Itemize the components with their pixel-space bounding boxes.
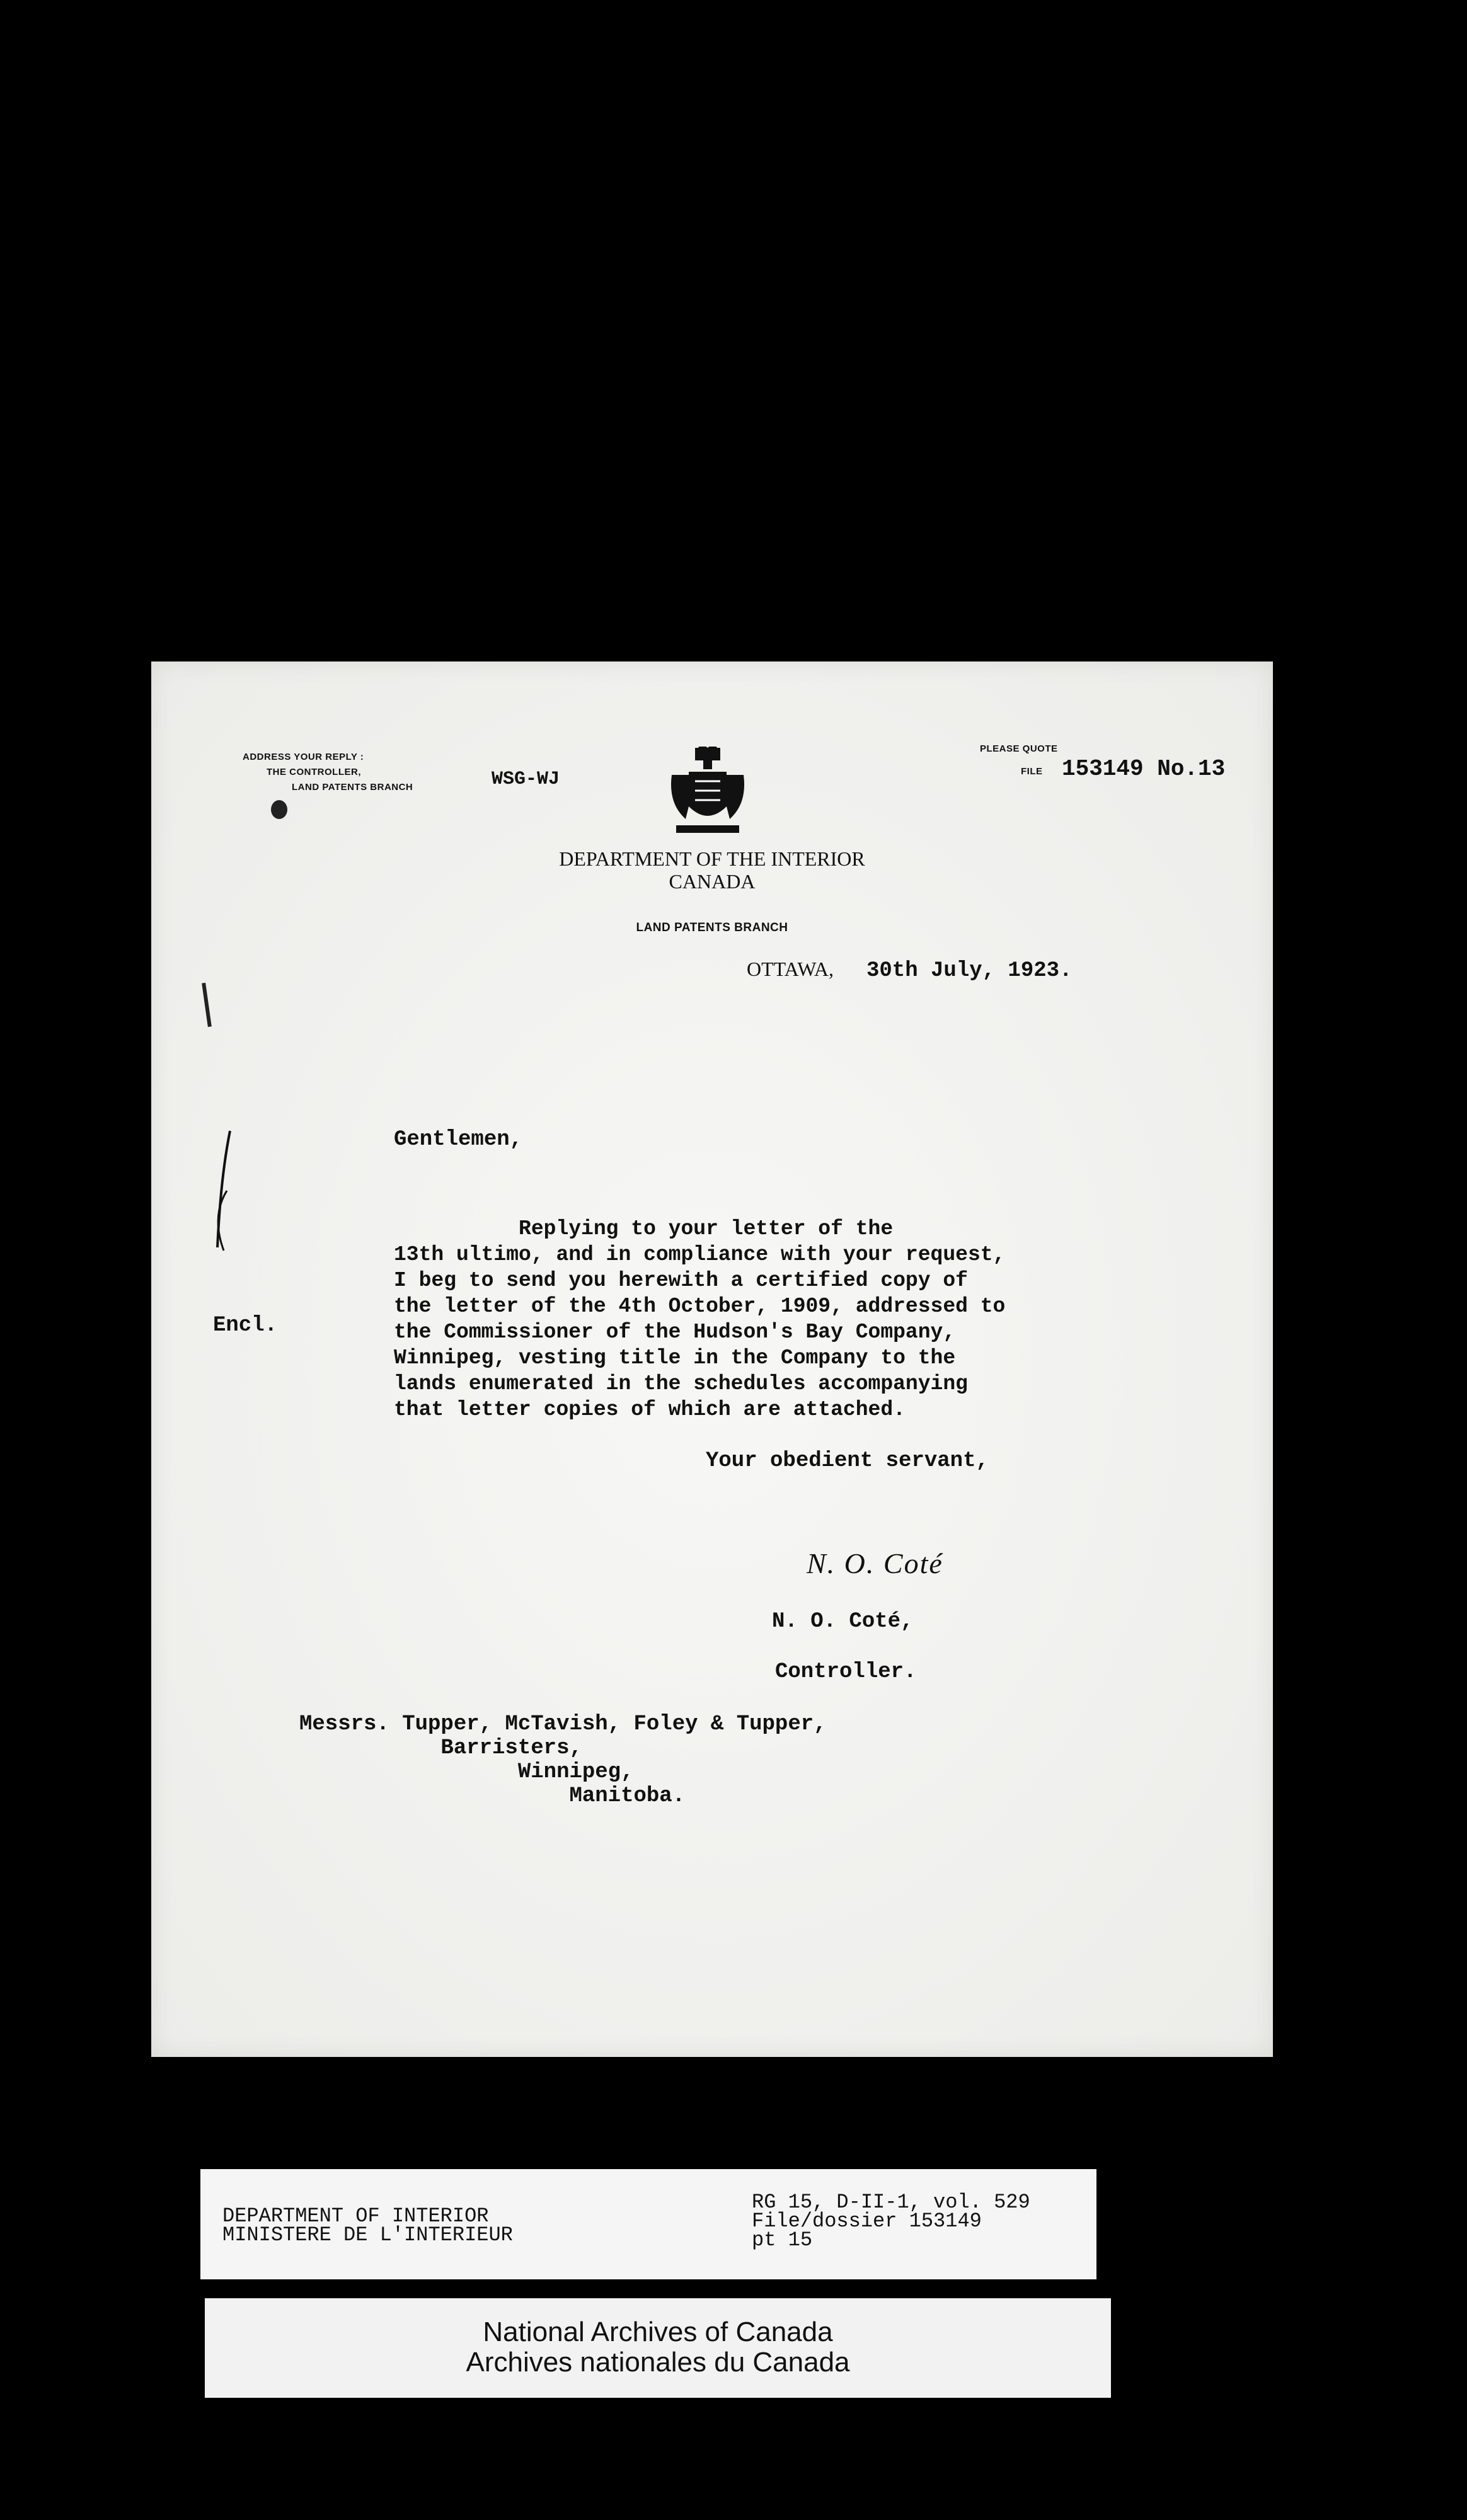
enclosure-note: Encl. <box>213 1314 278 1337</box>
archive-file-number: File/dossier 153149 <box>752 2209 982 2233</box>
ink-blot <box>271 800 287 819</box>
signer-title: Controller. <box>775 1660 917 1684</box>
signer-name: N. O. Coté, <box>772 1610 914 1634</box>
please-quote-label: PLEASE QUOTE <box>980 743 1058 754</box>
department-name: DEPARTMENT OF THE INTERIOR <box>559 847 865 870</box>
margin-handwritten-mark <box>205 1128 249 1260</box>
letter-date: 30th July, 1923. <box>866 959 1073 983</box>
country-name: CANADA <box>669 870 756 893</box>
national-archives-label <box>205 2298 1111 2398</box>
address-reply-line-2: THE CONTROLLER, <box>267 767 361 777</box>
archive-reference-card <box>200 2169 1096 2279</box>
archive-part: pt 15 <box>752 2228 813 2252</box>
margin-pencil-mark <box>202 983 212 1027</box>
archive-card-right <box>752 2193 1030 2250</box>
letter-page <box>151 662 1273 2057</box>
letter-body: Replying to your letter of the 13th ultimo, and in compliance with your request, I beg to send you herewith a certified copy of the letter of the 4th October, 1909, addressed to the Commissioner of the Hudson's Bay Company, Winnipeg, vesting title in the Company to the lands enumerated in the schedules accompanying that letter copies of which are attached. <box>394 1217 1006 1421</box>
address-reply-line-1: ADDRESS YOUR REPLY : <box>243 752 364 762</box>
salutation: Gentlemen, <box>394 1128 523 1152</box>
archive-card-left <box>222 2204 513 2247</box>
address-reply-line-3: LAND PATENTS BRANCH <box>292 782 413 793</box>
file-number: 153149 No.13 <box>1062 756 1226 782</box>
reference-initials: WSG-WJ <box>492 769 560 790</box>
city-label: OTTAWA, <box>747 958 834 980</box>
archive-record-group: RG 15, D-II-1, vol. 529 <box>752 2191 1030 2214</box>
addressee-line-4: Manitoba. <box>299 1784 686 1808</box>
archives-name-en: National Archives of Canada <box>483 2317 833 2347</box>
coat-of-arms-icon <box>667 747 749 841</box>
department-heading <box>151 847 1273 893</box>
closing-line: Your obedient servant, <box>706 1449 989 1473</box>
address-reply-block <box>243 750 413 795</box>
archives-name-fr: Archives nationales du Canada <box>466 2347 850 2378</box>
archive-dept-en: DEPARTMENT OF INTERIOR <box>222 2204 489 2228</box>
addressee-line-1: Messrs. Tupper, McTavish, Foley & Tupper, <box>299 1712 827 1736</box>
archive-dept-fr: MINISTERE DE L'INTERIEUR <box>222 2223 513 2247</box>
file-label: FILE <box>1021 766 1043 777</box>
addressee-line-3: Winnipeg, <box>299 1760 634 1784</box>
addressee-block <box>299 1712 827 1808</box>
branch-name: LAND PATENTS BRANCH <box>636 921 788 934</box>
addressee-line-2: Barristers, <box>299 1736 582 1760</box>
handwritten-signature: N. O. Coté <box>807 1547 943 1579</box>
